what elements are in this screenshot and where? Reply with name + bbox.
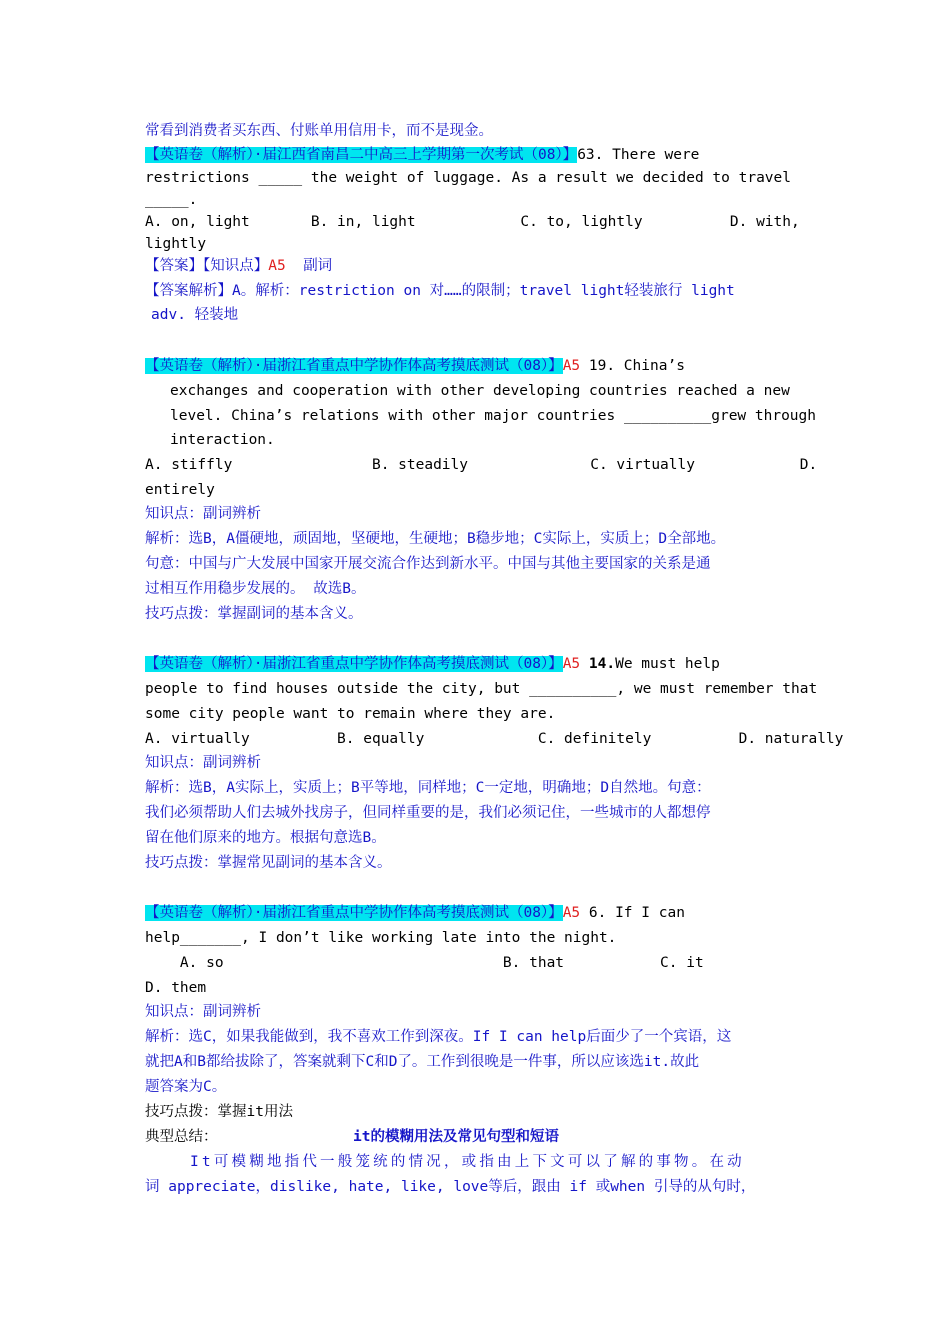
question-number: 14.	[588, 656, 616, 672]
analysis-line: 解析：选B，A僵硬地，顽固地，坚硬地，生硬地；B稳步地；C实际上，实质上；D全部地。	[145, 531, 726, 547]
question-6-header	[145, 903, 685, 923]
answer-line	[145, 256, 332, 276]
options-line: entirely	[145, 482, 215, 498]
summary-title: it的模糊用法及常见句型和短语	[353, 1129, 559, 1145]
analysis-line: 就把A和B都给拔除了，答案就剩下C和D了。工作到很晚是一件事，所以应该选it.故此	[145, 1054, 700, 1070]
question-stem: We must help	[615, 656, 720, 672]
question-stem-line: level. China’s relations with other major countries __________grew through	[170, 408, 817, 424]
source-tag: 【英语卷（解析）·届江西省南昌二中高三上学期第一次考试（08）】	[145, 147, 578, 163]
question-19-header	[145, 356, 685, 376]
analysis-line: 句意：中国与广大发展中国家开展交流合作达到新水平。中国与其他主要国家的关系是通	[145, 556, 711, 572]
options-line: A. virtually B. equally C. definitely D. naturally	[145, 731, 844, 747]
analysis-line: 解析：选C，如果我能做到，我不喜欢工作到深夜。If I can help后面少了一个宾语，这	[145, 1029, 732, 1045]
question-stem-line: interaction.	[170, 432, 275, 448]
knowledge-point: 知识点：副词辨析	[145, 1004, 261, 1020]
question-14-header	[145, 654, 720, 674]
source-tag: 【英语卷（解析）·届浙江省重点中学协作体高考摸底测试（08）】	[145, 905, 563, 921]
question-stem-line: restrictions _____ the weight of luggage. As a result we decided to travel	[145, 170, 792, 186]
question-stem: 19. China’s	[588, 358, 685, 374]
question-stem-line: exchanges and cooperation with other developing countries reached a new	[170, 383, 790, 399]
source-tag: 【英语卷（解析）·届浙江省重点中学协作体高考摸底测试（08）】	[145, 358, 563, 374]
answer-label: 【答案】【知识点】	[145, 258, 269, 274]
analysis-line: 解析：选B，A实际上，实质上；B平等地，同样地；C一定地，明确地；D自然地。句意：	[145, 780, 711, 796]
knowledge-point: 知识点：副词辨析	[145, 506, 261, 522]
knowledge-code: A5	[562, 358, 581, 374]
analysis-line: 题答案为C。	[145, 1079, 227, 1095]
knowledge-code: A5	[562, 656, 581, 672]
question-stem: 6. If I can	[588, 905, 685, 921]
question-stem-line: _____.	[145, 192, 198, 208]
knowledge-point: 知识点：副词辨析	[145, 755, 261, 771]
analysis-line: adv. 轻装地	[151, 307, 239, 323]
question-stem: 63. There were	[577, 147, 700, 163]
options-line: lightly	[145, 236, 207, 252]
question-stem-line: help_______, I don’t like working late into the night.	[145, 930, 617, 946]
source-tag: 【英语卷（解析）·届浙江省重点中学协作体高考摸底测试（08）】	[145, 656, 563, 672]
summary-line: It可模糊地指代一般笼统的情况，或指由上下文可以了解的事物。在动	[190, 1154, 745, 1170]
tip-line: 技巧点拨：掌握副词的基本含义。	[145, 606, 363, 622]
tip-line: 技巧点拨：掌握it用法	[145, 1104, 293, 1120]
intro-line: 常看到消费者买东西、付账单用信用卡，而不是现金。	[145, 123, 493, 139]
analysis-line: 我们必须帮助人们去城外找房子，但同样重要的是，我们必须记住，一些城市的人都想停	[145, 805, 711, 821]
options-line: A. so B. that C. it	[145, 955, 704, 971]
summary-line: 词 appreciate，dislike, hate, like, love等后，跟由 if 或when 引导的从句时，	[145, 1179, 756, 1195]
knowledge-code: A5	[268, 258, 286, 274]
options-line: D. them	[145, 980, 207, 996]
knowledge-point: 副词	[303, 258, 333, 274]
options-line: A. stiffly B. steadily C. virtually D.	[145, 457, 818, 473]
analysis-line: 【答案解析】A。解析：restriction on 对……的限制；travel light轻装旅行 light	[145, 283, 735, 299]
analysis-line: 留在他们原来的地方。根据句意选B。	[145, 830, 386, 846]
options-line: A. on, light B. in, light C. to, lightly D. with,	[145, 214, 800, 230]
question-63-header	[145, 145, 699, 165]
tip-line: 技巧点拨：掌握常见副词的基本含义。	[145, 855, 392, 871]
summary-label: 典型总结：	[145, 1129, 218, 1145]
summary-header	[145, 1127, 559, 1147]
question-stem-line: some city people want to remain where they are.	[145, 706, 556, 722]
question-stem-line: people to find houses outside the city, but __________, we must remember that	[145, 681, 818, 697]
knowledge-code: A5	[562, 905, 581, 921]
analysis-line: 过相互作用稳步发展的。 故选B。	[145, 581, 366, 597]
